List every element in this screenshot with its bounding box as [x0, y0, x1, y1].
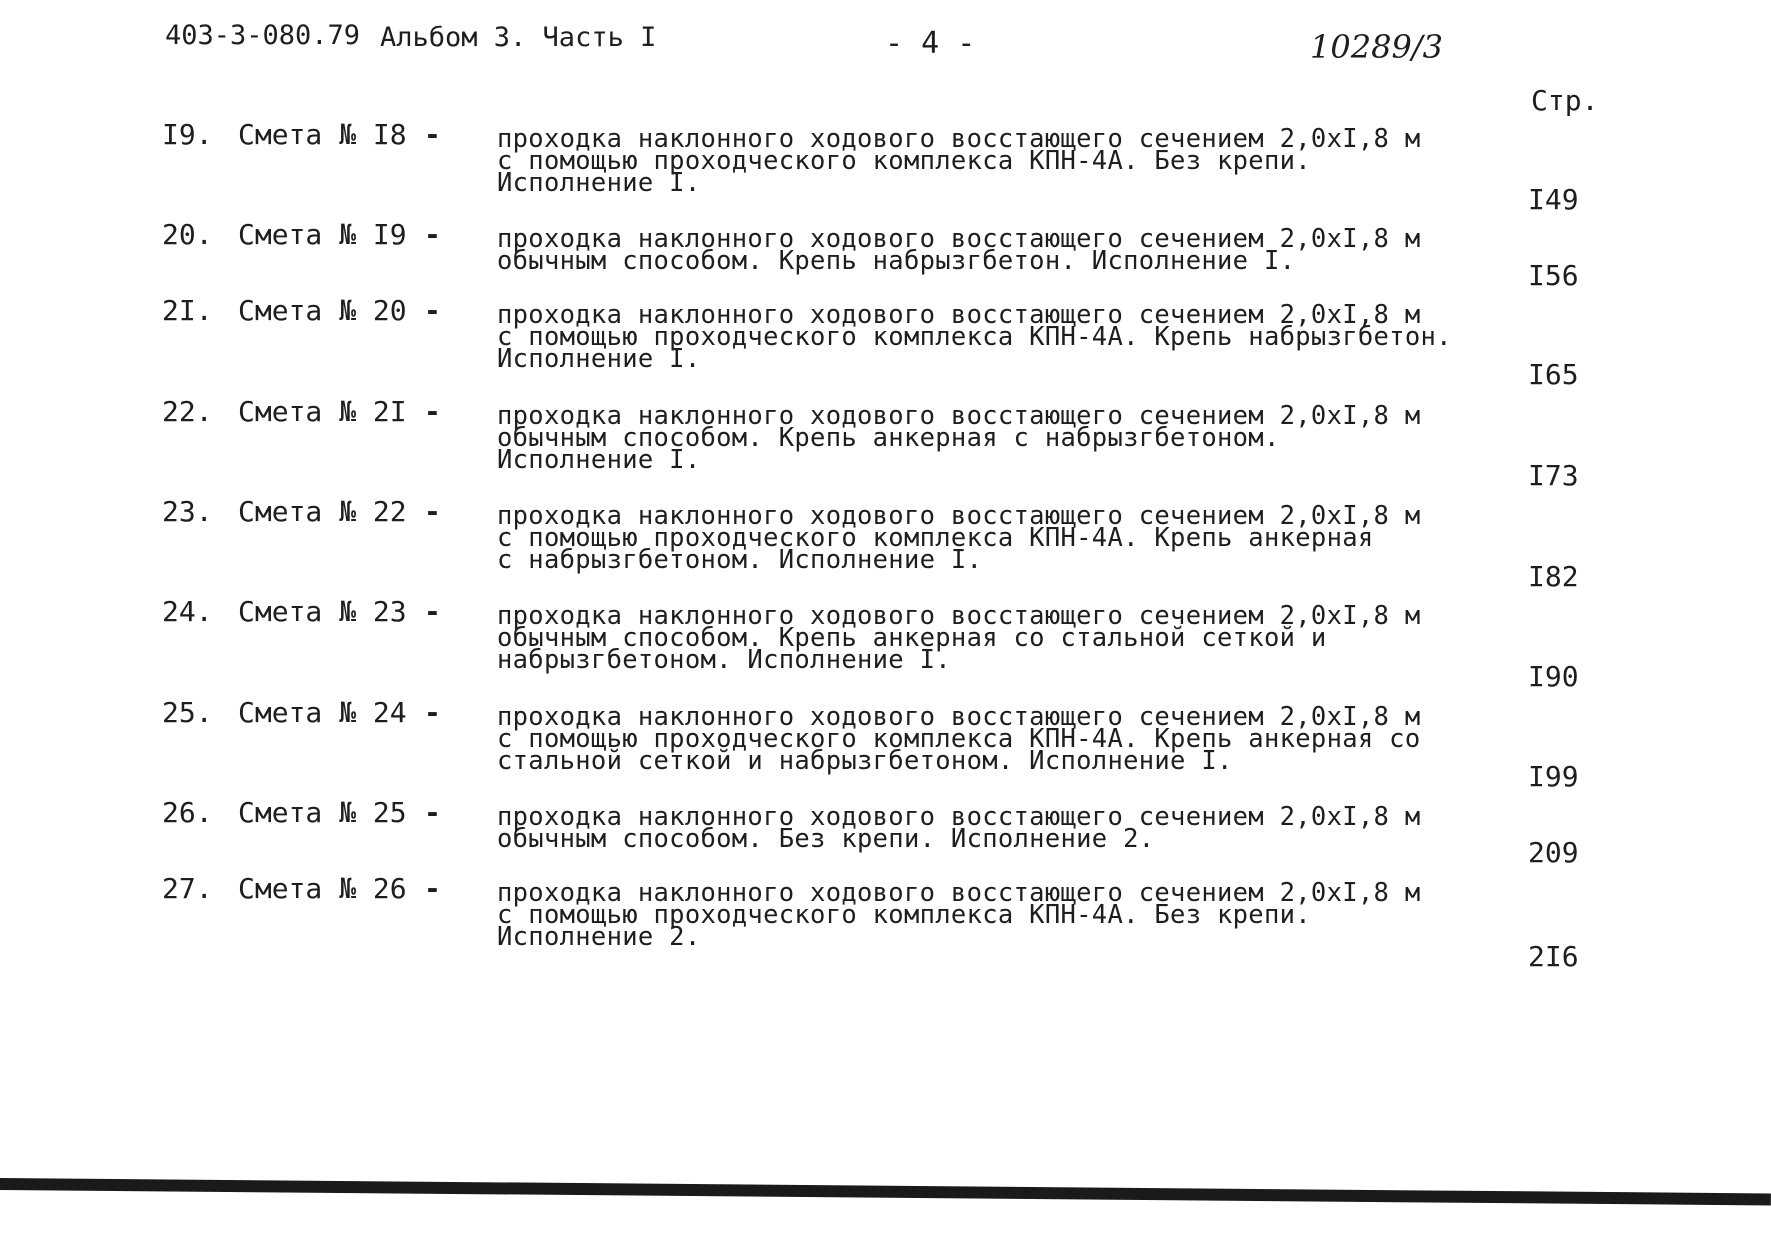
description-line: проходка наклонного ходового восстающего сечением 2,0xI,8 м — [497, 300, 1421, 330]
entry-page: I73 — [1528, 459, 1579, 492]
estimate-label: Смета № 24 — [238, 696, 407, 729]
entry-description — [497, 224, 1437, 276]
description-line: обычным способом. Крепь анкерная со стальной сеткой и — [497, 623, 1327, 653]
estimate-label: Смета № 25 — [238, 796, 407, 829]
entry-number: 2I. — [162, 294, 213, 327]
estimate-label: Смета № I8 — [238, 118, 407, 151]
description-line: Исполнение 2. — [497, 922, 701, 952]
description-line: с помощью проходческого комплекса КПН-4А. Крепь анкерная со — [497, 724, 1421, 754]
entry-dash: - — [424, 872, 441, 905]
description-line: проходка наклонного ходового восстающего сечением 2,0xI,8 м — [497, 702, 1421, 732]
entry-dash: - — [424, 218, 441, 251]
description-line: Исполнение I. — [497, 168, 701, 198]
entry-dash: - — [424, 395, 441, 428]
estimate-label: Смета № 22 — [238, 495, 407, 528]
entry-page: I90 — [1528, 660, 1579, 693]
entry-number: 20. — [162, 218, 213, 251]
entry-description — [497, 878, 1437, 952]
description-line: с помощью проходческого комплекса КПН-4А. Без крепи. — [497, 146, 1311, 176]
description-line: Исполнение I. — [497, 344, 701, 374]
description-line: с набрызгбетоном. Исполнение I. — [497, 545, 983, 575]
description-line: обычным способом. Крепь анкерная с набрызгбетоном. — [497, 423, 1280, 453]
entry-description — [497, 300, 1452, 374]
entry-number: 26. — [162, 796, 213, 829]
description-line: проходка наклонного ходового восстающего сечением 2,0xI,8 м — [497, 224, 1421, 254]
description-line: проходка наклонного ходового восстающего сечением 2,0xI,8 м — [497, 601, 1421, 631]
entry-number: 23. — [162, 495, 213, 528]
entry-number: 27. — [162, 872, 213, 905]
entry-page: I56 — [1528, 259, 1579, 292]
entry-dash: - — [424, 118, 441, 151]
description-line: проходка наклонного ходового восстающего сечением 2,0xI,8 м — [497, 802, 1421, 832]
entry-dash: - — [424, 696, 441, 729]
description-line: стальной сеткой и набрызгбетоном. Исполнение I. — [497, 746, 1233, 776]
entry-dash: - — [424, 495, 441, 528]
estimate-label: Смета № I9 — [238, 218, 407, 251]
description-line: обычным способом. Без крепи. Исполнение 2. — [497, 824, 1155, 854]
entry-number: 22. — [162, 395, 213, 428]
page-number: - 4 - — [885, 26, 976, 61]
entry-description — [497, 601, 1437, 675]
description-line: набрызгбетоном. Исполнение I. — [497, 645, 951, 675]
description-line: с помощью проходческого комплекса КПН-4А. Крепь набрызгбетон. — [497, 322, 1452, 352]
inventory-number: 10289/3 — [1310, 28, 1443, 66]
page-column-header: Стр. — [1531, 84, 1599, 117]
document-code: 403-3-080.79 — [165, 20, 361, 51]
description-line: Исполнение I. — [497, 445, 701, 475]
description-line: обычным способом. Крепь набрызгбетон. Исполнение I. — [497, 246, 1296, 276]
entry-dash: - — [424, 796, 441, 829]
entry-page: I99 — [1528, 760, 1579, 793]
entry-dash: - — [424, 595, 441, 628]
estimate-label: Смета № 23 — [238, 595, 407, 628]
entry-number: I9. — [162, 118, 213, 151]
entry-number: 25. — [162, 696, 213, 729]
entry-description — [497, 124, 1437, 198]
entry-page: I82 — [1528, 560, 1579, 593]
entry-description — [497, 802, 1437, 854]
entry-description — [497, 702, 1437, 776]
estimate-label: Смета № 20 — [238, 294, 407, 327]
bottom-border-line — [0, 1178, 1771, 1205]
estimate-label: Смета № 26 — [238, 872, 407, 905]
entry-page: 209 — [1528, 836, 1579, 869]
entry-number: 24. — [162, 595, 213, 628]
album-title: Альбом 3. Часть I — [380, 22, 657, 53]
entry-description — [497, 401, 1437, 475]
description-line: с помощью проходческого комплекса КПН-4А. Крепь анкерная — [497, 523, 1374, 553]
description-line: проходка наклонного ходового восстающего сечением 2,0xI,8 м — [497, 878, 1421, 908]
entry-page: 2I6 — [1528, 940, 1579, 973]
description-line: с помощью проходческого комплекса КПН-4А. Без крепи. — [497, 900, 1311, 930]
description-line: проходка наклонного ходового восстающего сечением 2,0xI,8 м — [497, 124, 1421, 154]
entry-description — [497, 501, 1437, 575]
estimate-label: Смета № 2I — [238, 395, 407, 428]
entry-page: I49 — [1528, 183, 1579, 216]
entry-dash: - — [424, 294, 441, 327]
description-line: проходка наклонного ходового восстающего сечением 2,0xI,8 м — [497, 501, 1421, 531]
entry-page: I65 — [1528, 358, 1579, 391]
description-line: проходка наклонного ходового восстающего сечением 2,0xI,8 м — [497, 401, 1421, 431]
